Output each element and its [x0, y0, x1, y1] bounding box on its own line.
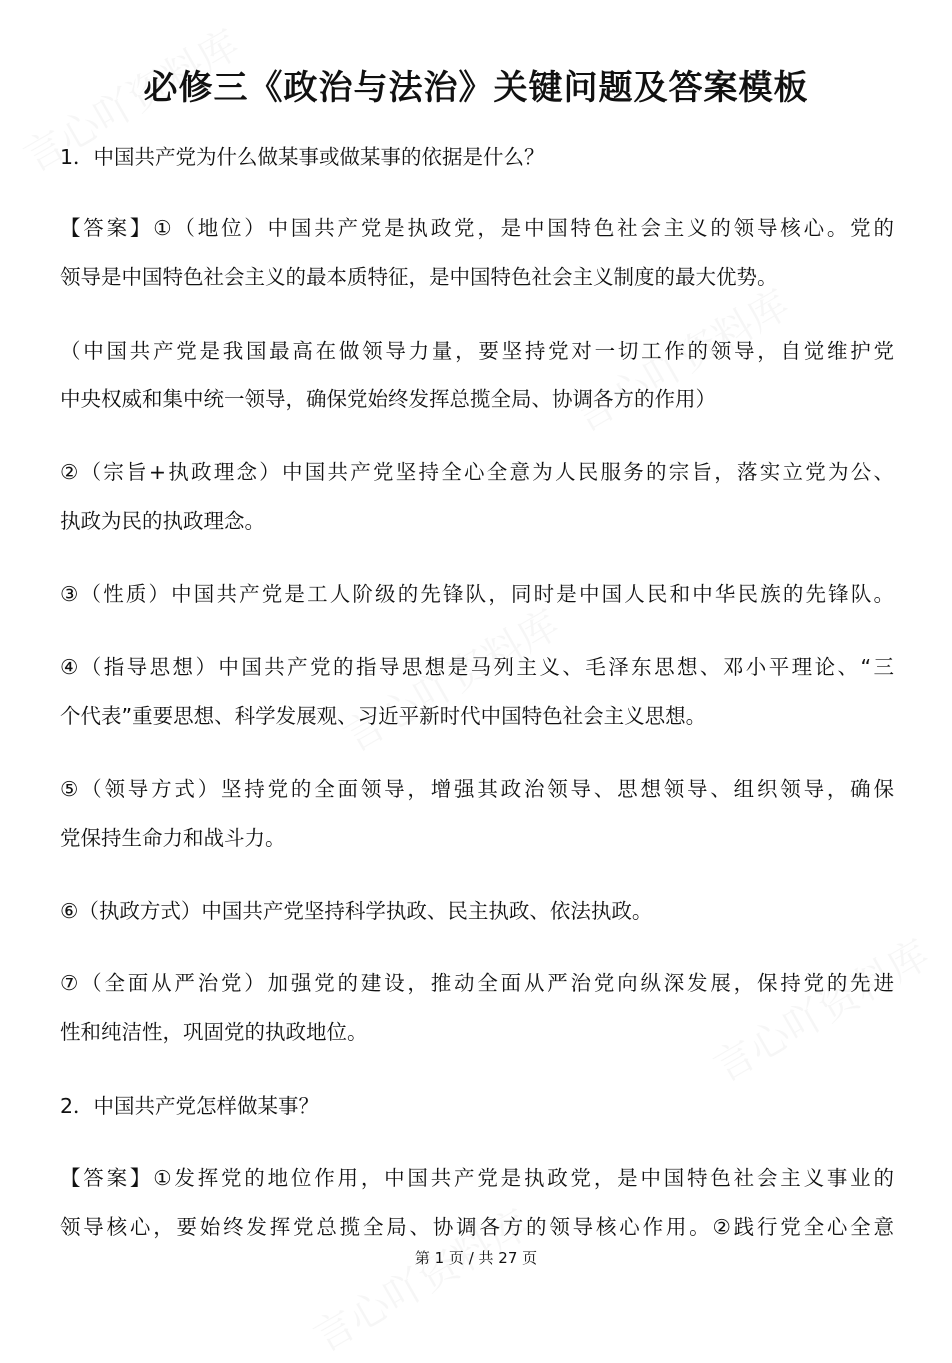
answer-line: 个代表”重要思想、科学发展观、习近平新时代中国特色社会主义思想。	[60, 704, 707, 728]
answer-line: ④（指导思想）中国共产党的指导思想是马列主义、毛泽东思想、邓小平理论、“三	[60, 655, 894, 679]
document-title: 必修三《政治与法治》关键问题及答案模板	[143, 68, 809, 108]
answer-line: （中国共产党是我国最高在做领导力量，要坚持党对一切工作的领导，自觉维护党	[60, 339, 894, 363]
question-1: 1．中国共产党为什么做某事或做某事的依据是什么？	[60, 145, 545, 169]
answer-line: ⑥（执政方式）中国共产党坚持科学执政、民主执政、依法执政。	[60, 899, 653, 923]
question-2: 2．中国共产党怎样做某事？	[60, 1094, 320, 1118]
page-footer: 第 1 页 / 共 27 页	[414, 1249, 538, 1267]
answer-line: ⑤（领导方式）坚持党的全面领导，增强其政治领导、思想领导、组织领导，确保	[60, 777, 894, 801]
answer-line: 【答案】①发挥党的地位作用，中国共产党是执政党，是中国特色社会主义事业的	[60, 1166, 894, 1190]
answer-line: 性和纯洁性，巩固党的执政地位。	[60, 1020, 368, 1044]
answer-line: 领导是中国特色社会主义的最本质特征，是中国特色社会主义制度的最大优势。	[60, 265, 778, 289]
answer-line: ③（性质）中国共产党是工人阶级的先锋队，同时是中国人民和中华民族的先锋队。	[60, 582, 894, 606]
answer-line: 领导核心，要始终发挥党总揽全局、协调各方的领导核心作用。②践行党全心全意	[60, 1215, 894, 1239]
answer-line: 党保持生命力和战斗力。	[60, 826, 286, 850]
watermark	[702, 924, 938, 1093]
answer-line: 中央权威和集中统一领导，确保党始终发挥总揽全局、协调各方的作用）	[60, 387, 716, 411]
answer-line: ⑦（全面从严治党）加强党的建设，推动全面从严治党向纵深发展，保持党的先进	[60, 971, 894, 995]
answer-line: 执政为民的执政理念。	[60, 509, 265, 533]
answer-line: ②（宗旨+执政理念）中国共产党坚持全心全意为人民服务的宗旨，落实立党为公、	[60, 460, 894, 484]
answer-line: 【答案】①（地位）中国共产党是执政党，是中国特色社会主义的领导核心。党的	[60, 216, 894, 240]
